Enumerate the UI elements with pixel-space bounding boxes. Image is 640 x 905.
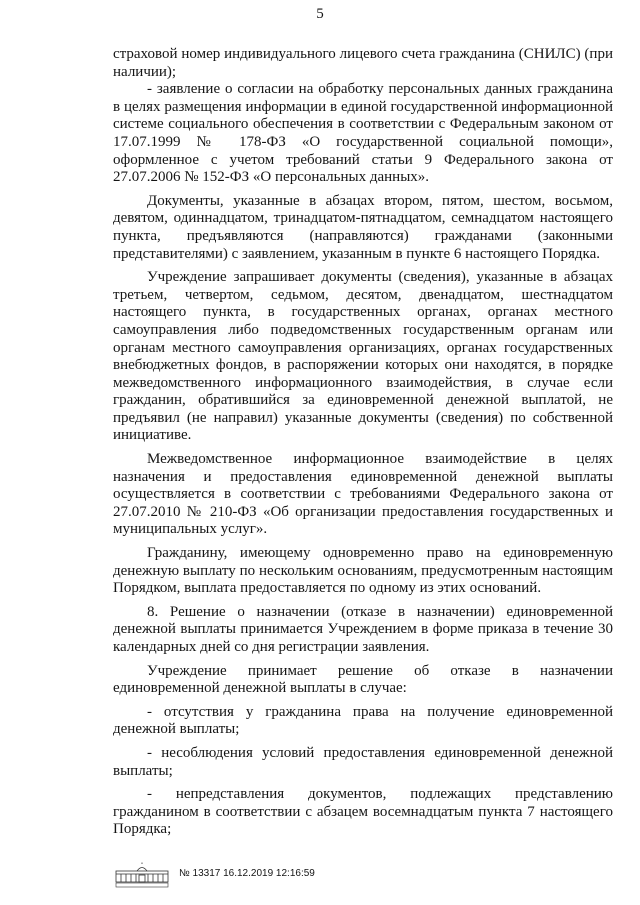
paragraph-snils: страховой номер индивидуального лицевого счета гражданина (СНИЛС) (при наличии);: [113, 46, 613, 80]
list-item-documents: - непредставления документов, подлежащих представлению гражданином в соответствии с абзацем восемнадцатым пункта 7 настоящего Порядка;: [113, 786, 613, 838]
document-footer: [113, 862, 413, 888]
paragraph-decision: 8. Решение о назначении (отказе в назначении) единовременной денежной выплаты принимается Учреждением в форме приказа в течение 30 календарных дней со дня регистрации заявления.: [113, 603, 613, 655]
paragraph-consent: - заявление о согласии на обработку персональных данных гражданина в целях размещения информации в единой государственной информационной системе социального обеспечения в соответствии с Федеральным законом от 17.07.1999 № 178-ФЗ «О государственной социальной помощи», оформленное с учетом требований статьи 9 Федерального закона от 27.07.2006 № 152-ФЗ «О персональных данных».: [113, 81, 613, 186]
registration-stamp: № 13317 16.12.2019 12:16:59: [179, 868, 315, 879]
document-body: [113, 46, 613, 839]
paragraph-multiple-grounds: Гражданину, имеющему одновременно право на единовременную денежную выплату по нескольким основаниям, предусмотренным настоящим Порядком, выплата предоставляется по одному из этих оснований.: [113, 545, 613, 597]
paragraph-documents: Документы, указанные в абзацах втором, пятом, шестом, восьмом, девятом, одиннадцатом, тринадцатом-пятнадцатом, семнадцатом настоящего пункта, предъявляются (направляются) гражданами (законными представителями) с заявлением, указанным в пункте 6 настоящего Порядка.: [113, 192, 613, 262]
paragraph-refusal: Учреждение принимает решение об отказе в назначении единовременной денежной выплаты в случае:: [113, 662, 613, 697]
paragraph-interaction: Межведомственное информационное взаимодействие в целях назначения и предоставления единовременной денежной выплаты осуществляется в соответствии с требованиями Федерального закона от 27.07.2010 № 210-ФЗ «Об организации предоставления государственных и муниципальных услуг».: [113, 451, 613, 538]
list-item-conditions: - несоблюдения условий предоставления единовременной денежной выплаты;: [113, 744, 613, 779]
government-building-icon: [113, 862, 171, 888]
paragraph-request: Учреждение запрашивает документы (сведения), указанные в абзацах третьем, четвертом, седьмом, десятом, двенадцатом, шестнадцатом настоящего пункта, в государственных органах, органах местного самоуправления либо подведомственных государственным органам или органам местного самоуправления организациях, органах государственных внебюджетных фондов, в распоряжении которых они находятся, в порядке межведомственного информационного взаимодействия, в случае если гражданин, обратившийся за единовременной денежной выплатой, не предъявил (не направил) указанные документы (сведения) по собственной инициативе.: [113, 269, 613, 444]
page-number: 5: [316, 6, 324, 22]
list-item-no-right: - отсутствия у гражданина права на получение единовременной денежной выплаты;: [113, 703, 613, 738]
